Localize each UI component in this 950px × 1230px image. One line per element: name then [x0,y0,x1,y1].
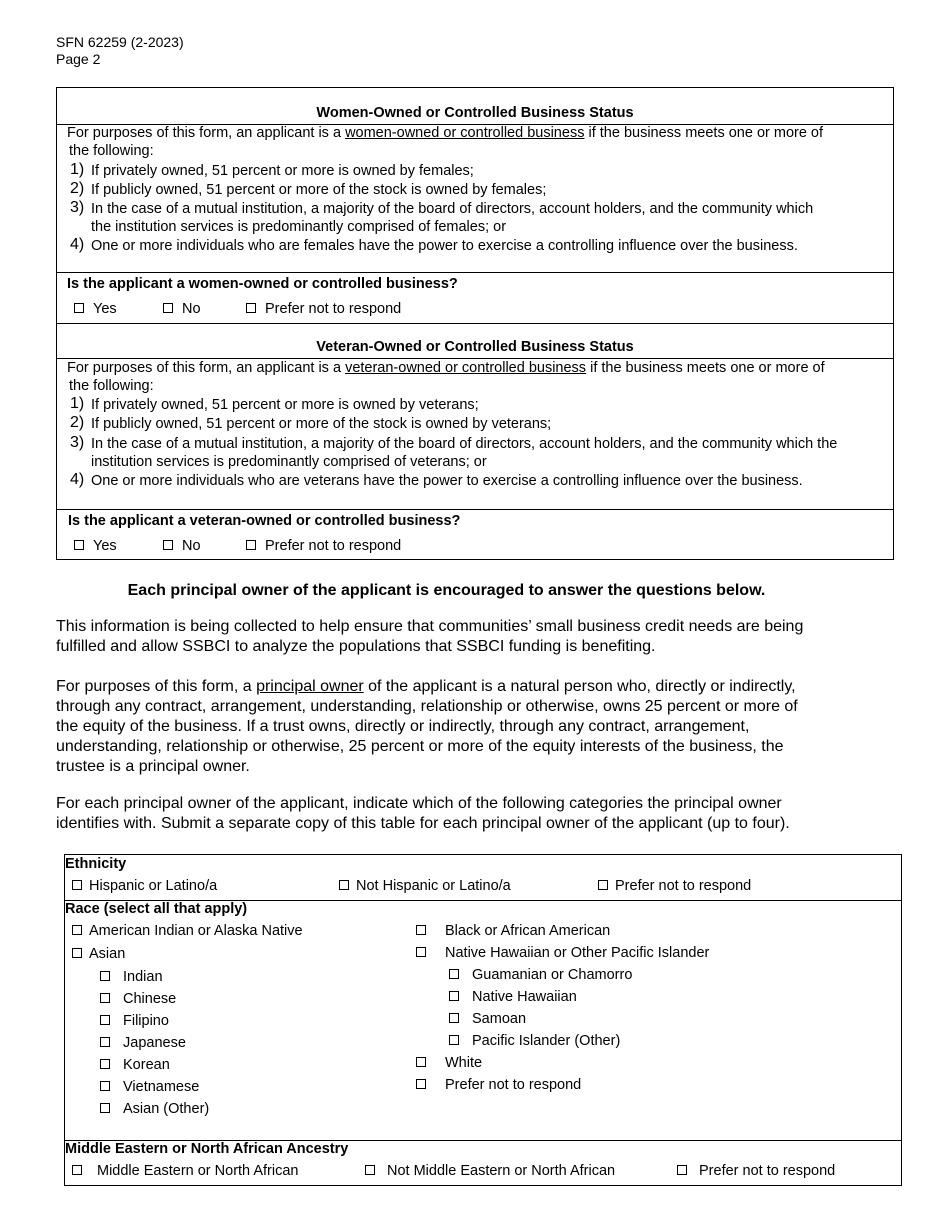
principal-owner-term: principal owner [256,678,364,695]
veteran-item: In the case of a mutual institution, a majority of the board of directors, account holders, and the community which the [91,436,838,452]
race-asian-sub-option[interactable]: Korean [100,1057,170,1073]
veteran-item: If publicly owned, 51 percent or more of the stock is owned by veterans; [91,416,552,432]
race-pi-sub-option[interactable]: Guamanian or Chamorro [449,967,632,983]
women-item-num: 3) [70,199,85,216]
page-number: Page 2 [56,51,101,67]
demographics-table [64,854,902,1186]
instruction-paragraph: For each principal owner of the applicant, indicate which of the following categories the principal owner identifies with. Submit a separate copy of this table for each principal owner of the applicant (up to four). [56,795,790,832]
divider [57,323,893,324]
status-box [56,87,894,560]
checkbox[interactable] [449,969,459,979]
mena-no-option[interactable]: Not Middle Eastern or North African [365,1163,615,1179]
race-asian-sub-option[interactable]: Chinese [100,991,176,1007]
women-yes-option[interactable]: Yes [74,301,117,317]
women-item: If publicly owned, 51 percent or more of the stock is owned by females; [91,182,547,198]
ethnicity-title: Ethnicity [65,856,127,872]
checkbox[interactable] [100,1103,110,1113]
checkbox[interactable] [339,880,349,890]
race-pi-sub-option[interactable]: Pacific Islander (Other) [449,1033,620,1049]
checkbox[interactable] [416,925,426,935]
checkbox[interactable] [100,971,110,981]
race-asian-option[interactable]: Asian [72,946,125,962]
ethnicity-hispanic-option[interactable]: Hispanic or Latino/a [72,878,217,894]
women-item: One or more individuals who are females have the power to exercise a controlling influence over the business. [91,238,798,254]
checkbox[interactable] [449,1013,459,1023]
race-title: Race (select all that apply) [65,901,248,917]
checkbox[interactable] [449,991,459,1001]
veteran-yes-option[interactable]: Yes [74,538,117,554]
principal-owner-paragraph: For purposes of this form, a principal owner of the applicant is a natural person who, directly or indirectly, through any contract, arrangement, understanding, relationship or otherwise, owns 25 percent or more of the equity of the business. If a trust owns, directly or indirectly, through any contract, arrangement, understanding, relationship or otherwise, 25 percent or more of the equity interests of the business, the trustee is a principal owner. [56,678,798,775]
checkbox[interactable] [100,1081,110,1091]
race-black-option[interactable]: Black or African American [416,923,610,939]
veteran-term: veteran-owned or controlled business [345,360,587,376]
checkbox[interactable] [246,303,256,313]
women-prefer-option[interactable]: Prefer not to respond [246,301,401,317]
race-asian-sub-option[interactable]: Indian [100,969,163,985]
checkbox[interactable] [74,540,84,550]
encourage-heading: Each principal owner of the applicant is encouraged to answer the questions below. [127,582,766,599]
checkbox[interactable] [72,925,82,935]
women-item-cont: the institution services is predominantly comprised of females; or [91,219,507,235]
veteran-item-cont: institution services is predominantly comprised of veterans; or [91,454,487,470]
checkbox[interactable] [677,1165,687,1175]
race-nhpi-option[interactable]: Native Hawaiian or Other Pacific Islander [416,945,709,961]
veteran-intro: For purposes of this form, an applicant is a veteran-owned or controlled business if the business meets one or more of [67,360,825,376]
divider [57,358,893,359]
veteran-no-option[interactable]: No [163,538,201,554]
veteran-item-num: 3) [70,434,85,451]
veteran-prefer-option[interactable]: Prefer not to respond [246,538,401,554]
women-section-title: Women-Owned or Controlled Business Status [316,105,634,121]
checkbox[interactable] [416,1079,426,1089]
ethnicity-not-hispanic-option[interactable]: Not Hispanic or Latino/a [339,878,511,894]
veteran-item: One or more individuals who are veterans have the power to exercise a controlling influence over the business. [91,473,803,489]
race-pi-sub-option[interactable]: Samoan [449,1011,526,1027]
veteran-item-num: 4) [70,471,85,488]
women-intro: For purposes of this form, an applicant is a women-owned or controlled business if the business meets one or more of [67,125,824,141]
checkbox[interactable] [416,947,426,957]
women-item-num: 1) [70,161,85,178]
checkbox[interactable] [100,1059,110,1069]
women-intro-line2: the following: [69,143,154,159]
race-asian-sub-option[interactable]: Filipino [100,1013,169,1029]
checkbox[interactable] [72,948,82,958]
mena-yes-option[interactable]: Middle Eastern or North African [72,1163,298,1179]
checkbox[interactable] [74,303,84,313]
women-item-num: 4) [70,236,85,253]
checkbox[interactable] [100,1015,110,1025]
veteran-item-num: 2) [70,414,85,431]
checkbox[interactable] [72,1165,82,1175]
checkbox[interactable] [246,540,256,550]
veteran-intro-line2: the following: [69,378,154,394]
checkbox[interactable] [100,1037,110,1047]
women-item: If privately owned, 51 percent or more is owned by females; [91,163,474,179]
women-item: In the case of a mutual institution, a majority of the board of directors, account holders, and the community which [91,201,814,217]
women-term: women-owned or controlled business [345,125,585,141]
info-paragraph: This information is being collected to help ensure that communities’ small business credit needs are being fulfilled and allow SSBCI to analyze the populations that SSBCI funding is benefiting. [56,618,804,655]
divider [57,272,893,273]
race-pi-sub-option[interactable]: Native Hawaiian [449,989,577,1005]
women-question: Is the applicant a women-owned or controlled business? [67,276,458,292]
form-id: SFN 62259 (2-2023) [56,34,184,50]
veteran-section-title: Veteran-Owned or Controlled Business Status [316,339,634,355]
race-prefer-option[interactable]: Prefer not to respond [416,1077,581,1093]
form-header [56,34,184,68]
ethnicity-prefer-option[interactable]: Prefer not to respond [598,878,751,894]
race-white-option[interactable]: White [416,1055,482,1071]
race-american-indian-option[interactable]: American Indian or Alaska Native [72,923,303,939]
checkbox[interactable] [72,880,82,890]
checkbox[interactable] [416,1057,426,1067]
checkbox[interactable] [365,1165,375,1175]
race-asian-sub-option[interactable]: Vietnamese [100,1079,199,1095]
veteran-item: If privately owned, 51 percent or more is owned by veterans; [91,397,479,413]
divider [57,509,893,510]
mena-prefer-option[interactable]: Prefer not to respond [677,1163,835,1179]
mena-title: Middle Eastern or North African Ancestry [65,1141,349,1157]
veteran-question: Is the applicant a veteran-owned or controlled business? [68,513,461,529]
race-asian-sub-option[interactable]: Japanese [100,1035,186,1051]
checkbox[interactable] [598,880,608,890]
checkbox[interactable] [100,993,110,1003]
women-item-num: 2) [70,180,85,197]
checkbox[interactable] [449,1035,459,1045]
veteran-item-num: 1) [70,395,85,412]
checkbox[interactable] [163,303,173,313]
women-no-option[interactable]: No [163,301,201,317]
race-asian-sub-option[interactable]: Asian (Other) [100,1101,209,1117]
checkbox[interactable] [163,540,173,550]
